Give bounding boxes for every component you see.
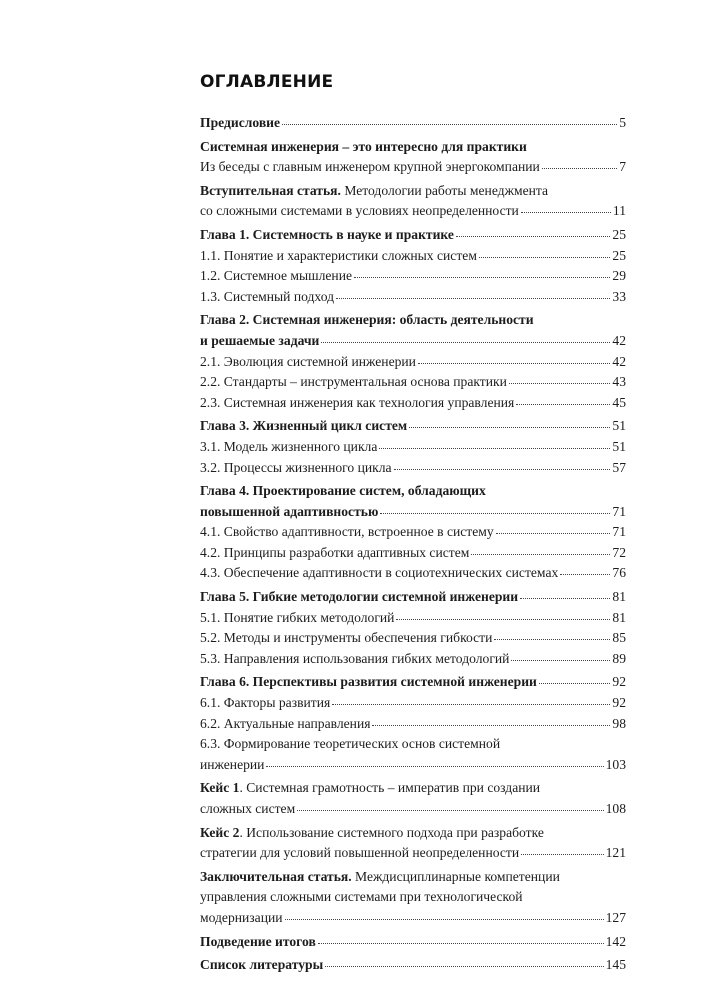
toc-title: 1.3. Системный подход <box>200 288 335 304</box>
toc-page: 85 <box>612 630 626 646</box>
dot-leader <box>396 615 610 620</box>
dot-leader <box>479 253 610 258</box>
toc-entry-bibliography[interactable] <box>200 957 626 978</box>
toc-page: 33 <box>612 288 626 304</box>
toc-page: 71 <box>612 503 626 519</box>
toc-title: . Системная грамотность – императив при создании <box>239 780 541 796</box>
toc-subsection[interactable] <box>200 651 626 672</box>
toc-lead: Заключительная статья. <box>200 868 352 884</box>
toc-page: 29 <box>612 268 626 284</box>
dot-leader <box>539 679 611 684</box>
toc-entry-summary[interactable] <box>200 934 626 955</box>
toc-chapter-6[interactable] <box>200 674 626 777</box>
dot-leader <box>520 594 610 599</box>
toc-heading: ОГЛАВЛЕНИЕ <box>200 72 334 92</box>
dot-leader <box>409 423 610 428</box>
toc-page: 42 <box>612 353 626 369</box>
dot-leader <box>516 400 610 405</box>
dot-leader <box>521 850 603 855</box>
toc-subsection[interactable] <box>200 716 626 737</box>
toc-subsection[interactable] <box>200 248 626 269</box>
toc-page: 89 <box>612 650 626 666</box>
toc-page: 72 <box>612 544 626 560</box>
toc-entry-preface[interactable] <box>200 115 626 136</box>
toc-subsection[interactable] <box>200 610 626 631</box>
toc-chapter-3[interactable] <box>200 418 626 480</box>
toc-subsection[interactable] <box>200 374 626 395</box>
toc-title: 6.2. Актуальные направления <box>200 715 371 731</box>
toc-page: 42 <box>612 332 626 348</box>
toc-page: 43 <box>612 374 626 390</box>
toc-title: Из беседы с главным инженером крупной энергокомпании <box>200 159 540 175</box>
toc-subsection[interactable] <box>200 460 626 481</box>
toc-title: Подведение итогов <box>200 933 316 949</box>
toc-subsection[interactable] <box>200 354 626 375</box>
toc-title: 5.3. Направления использования гибких методологий <box>200 650 510 666</box>
toc-entry-final[interactable] <box>200 869 626 931</box>
toc-page: 71 <box>612 524 626 540</box>
toc-title: Глава 1. Системность в науке и практике <box>200 226 454 242</box>
toc-page: 145 <box>605 957 626 973</box>
toc-entry-interview[interactable] <box>200 139 626 180</box>
toc-title: 6.3. Формирование теоретических основ системной <box>200 736 501 752</box>
dot-leader <box>380 509 610 514</box>
dot-leader <box>282 120 617 125</box>
toc-page: 25 <box>612 247 626 263</box>
toc-page: 76 <box>612 565 626 581</box>
toc-page: 81 <box>612 589 626 605</box>
toc-subsection[interactable] <box>200 524 626 545</box>
toc-subsection[interactable] <box>200 695 626 716</box>
toc-chapter-2[interactable] <box>200 312 626 415</box>
dot-leader <box>456 232 610 237</box>
dot-leader <box>336 294 610 299</box>
toc-title: 2.2. Стандарты – инструментальная основа практики <box>200 374 507 390</box>
toc-page: 127 <box>605 909 626 925</box>
dot-leader <box>418 359 610 364</box>
table-of-contents <box>200 115 626 981</box>
toc-lead: Вступительная статья. <box>200 182 341 198</box>
toc-section-title: Системная инженерия – это интересно для практики <box>200 138 527 154</box>
toc-chapter-5[interactable] <box>200 589 626 671</box>
toc-title: 2.3. Системная инженерия как технология управления <box>200 394 515 410</box>
dot-leader <box>509 379 611 384</box>
toc-title: Глава 4. Проектирование систем, обладающих <box>200 483 486 499</box>
toc-title-cont: и решаемые задачи <box>200 332 320 348</box>
toc-page: 25 <box>612 226 626 242</box>
toc-subsection[interactable] <box>200 439 626 460</box>
dot-leader <box>379 444 610 449</box>
toc-page: 51 <box>612 438 626 454</box>
toc-page: 7 <box>619 159 626 175</box>
toc-title: 1.2. Системное мышление <box>200 268 353 284</box>
toc-title-cont: модернизации <box>200 909 283 925</box>
toc-title: 3.2. Процессы жизненного цикла <box>200 459 392 475</box>
toc-title: 3.1. Модель жизненного цикла <box>200 438 378 454</box>
toc-title: Междисциплинарные компетенции <box>351 868 560 884</box>
dot-leader <box>394 465 611 470</box>
toc-page: 92 <box>612 674 626 690</box>
toc-title: . Использование системного подхода при разработке <box>239 824 544 840</box>
toc-title: Глава 2. Системная инженерия: область деятельности <box>200 312 534 328</box>
toc-chapter-4[interactable] <box>200 483 626 586</box>
dot-leader <box>560 570 610 575</box>
dot-leader <box>325 962 603 967</box>
toc-title: 5.2. Методы и инструменты обеспечения гибкости <box>200 630 493 646</box>
toc-lead: Кейс 2 <box>200 824 240 840</box>
toc-title-cont: сложных систем <box>200 801 296 816</box>
toc-title-cont: повышенной адаптивностью <box>200 503 379 519</box>
toc-chapter-1[interactable] <box>200 227 626 309</box>
toc-page: 81 <box>612 609 626 625</box>
toc-page: 121 <box>605 845 626 861</box>
toc-page: 57 <box>612 459 626 475</box>
toc-entry-case-2[interactable] <box>200 825 626 866</box>
toc-title-cont: управления сложными системами при технологической <box>200 889 523 905</box>
toc-page: 92 <box>612 695 626 711</box>
toc-page: 45 <box>612 394 626 410</box>
dot-leader <box>318 939 604 944</box>
toc-title: Глава 6. Перспективы развития системной инженерии <box>200 674 537 690</box>
toc-subsection[interactable] <box>200 268 626 289</box>
dot-leader <box>354 273 610 278</box>
toc-page: 142 <box>605 933 626 949</box>
toc-title: 4.3. Обеспечение адаптивности в социотехнических системах <box>200 565 559 581</box>
toc-title-cont: стратегии для условий повышенной неопределенности <box>200 845 520 861</box>
toc-subsection[interactable] <box>200 565 626 586</box>
dot-leader <box>542 164 617 169</box>
toc-page: 51 <box>612 418 626 434</box>
toc-entry-case-1[interactable] <box>200 780 626 821</box>
toc-page: 98 <box>612 715 626 731</box>
toc-title: Глава 3. Жизненный цикл систем <box>200 418 408 434</box>
toc-subsection[interactable] <box>200 289 626 310</box>
dot-leader <box>321 338 610 343</box>
toc-title: 2.1. Эволюция системной инженерии <box>200 353 416 369</box>
toc-title-cont: со сложными системами в условиях неопределенности <box>200 203 519 219</box>
dot-leader <box>494 635 610 640</box>
toc-title: Методологии работы менеджмента <box>340 182 549 198</box>
dot-leader <box>332 700 610 705</box>
toc-title: 1.1. Понятие и характеристики сложных систем <box>200 247 477 263</box>
dot-leader <box>266 762 603 767</box>
toc-title: Глава 5. Гибкие методологии системной инженерии <box>200 589 519 605</box>
dot-leader <box>471 550 610 555</box>
toc-subsection[interactable] <box>200 757 626 778</box>
dot-leader <box>285 915 604 920</box>
toc-page: 103 <box>605 756 626 772</box>
toc-subsection[interactable] <box>200 630 626 651</box>
toc-page: 11 <box>612 203 626 219</box>
toc-title: Предисловие <box>200 115 281 130</box>
dot-leader <box>372 721 610 726</box>
toc-subsection[interactable] <box>200 545 626 566</box>
toc-title: Список литературы <box>200 957 324 973</box>
dot-leader <box>297 806 603 811</box>
toc-lead: Кейс 1 <box>200 780 240 796</box>
toc-page: 5 <box>619 115 626 130</box>
toc-entry-intro[interactable] <box>200 183 626 224</box>
dot-leader <box>511 656 610 661</box>
dot-leader <box>496 529 611 534</box>
toc-page: 108 <box>605 801 626 816</box>
toc-title: 6.1. Факторы развития <box>200 695 331 711</box>
dot-leader <box>521 208 611 213</box>
toc-title: 4.1. Свойство адаптивности, встроенное в систему <box>200 524 494 540</box>
toc-title: 5.1. Понятие гибких методологий <box>200 609 395 625</box>
toc-title: 4.2. Принципы разработки адаптивных систем <box>200 544 470 560</box>
toc-title-cont: инженерии <box>200 756 265 772</box>
toc-subsection[interactable] <box>200 395 626 416</box>
